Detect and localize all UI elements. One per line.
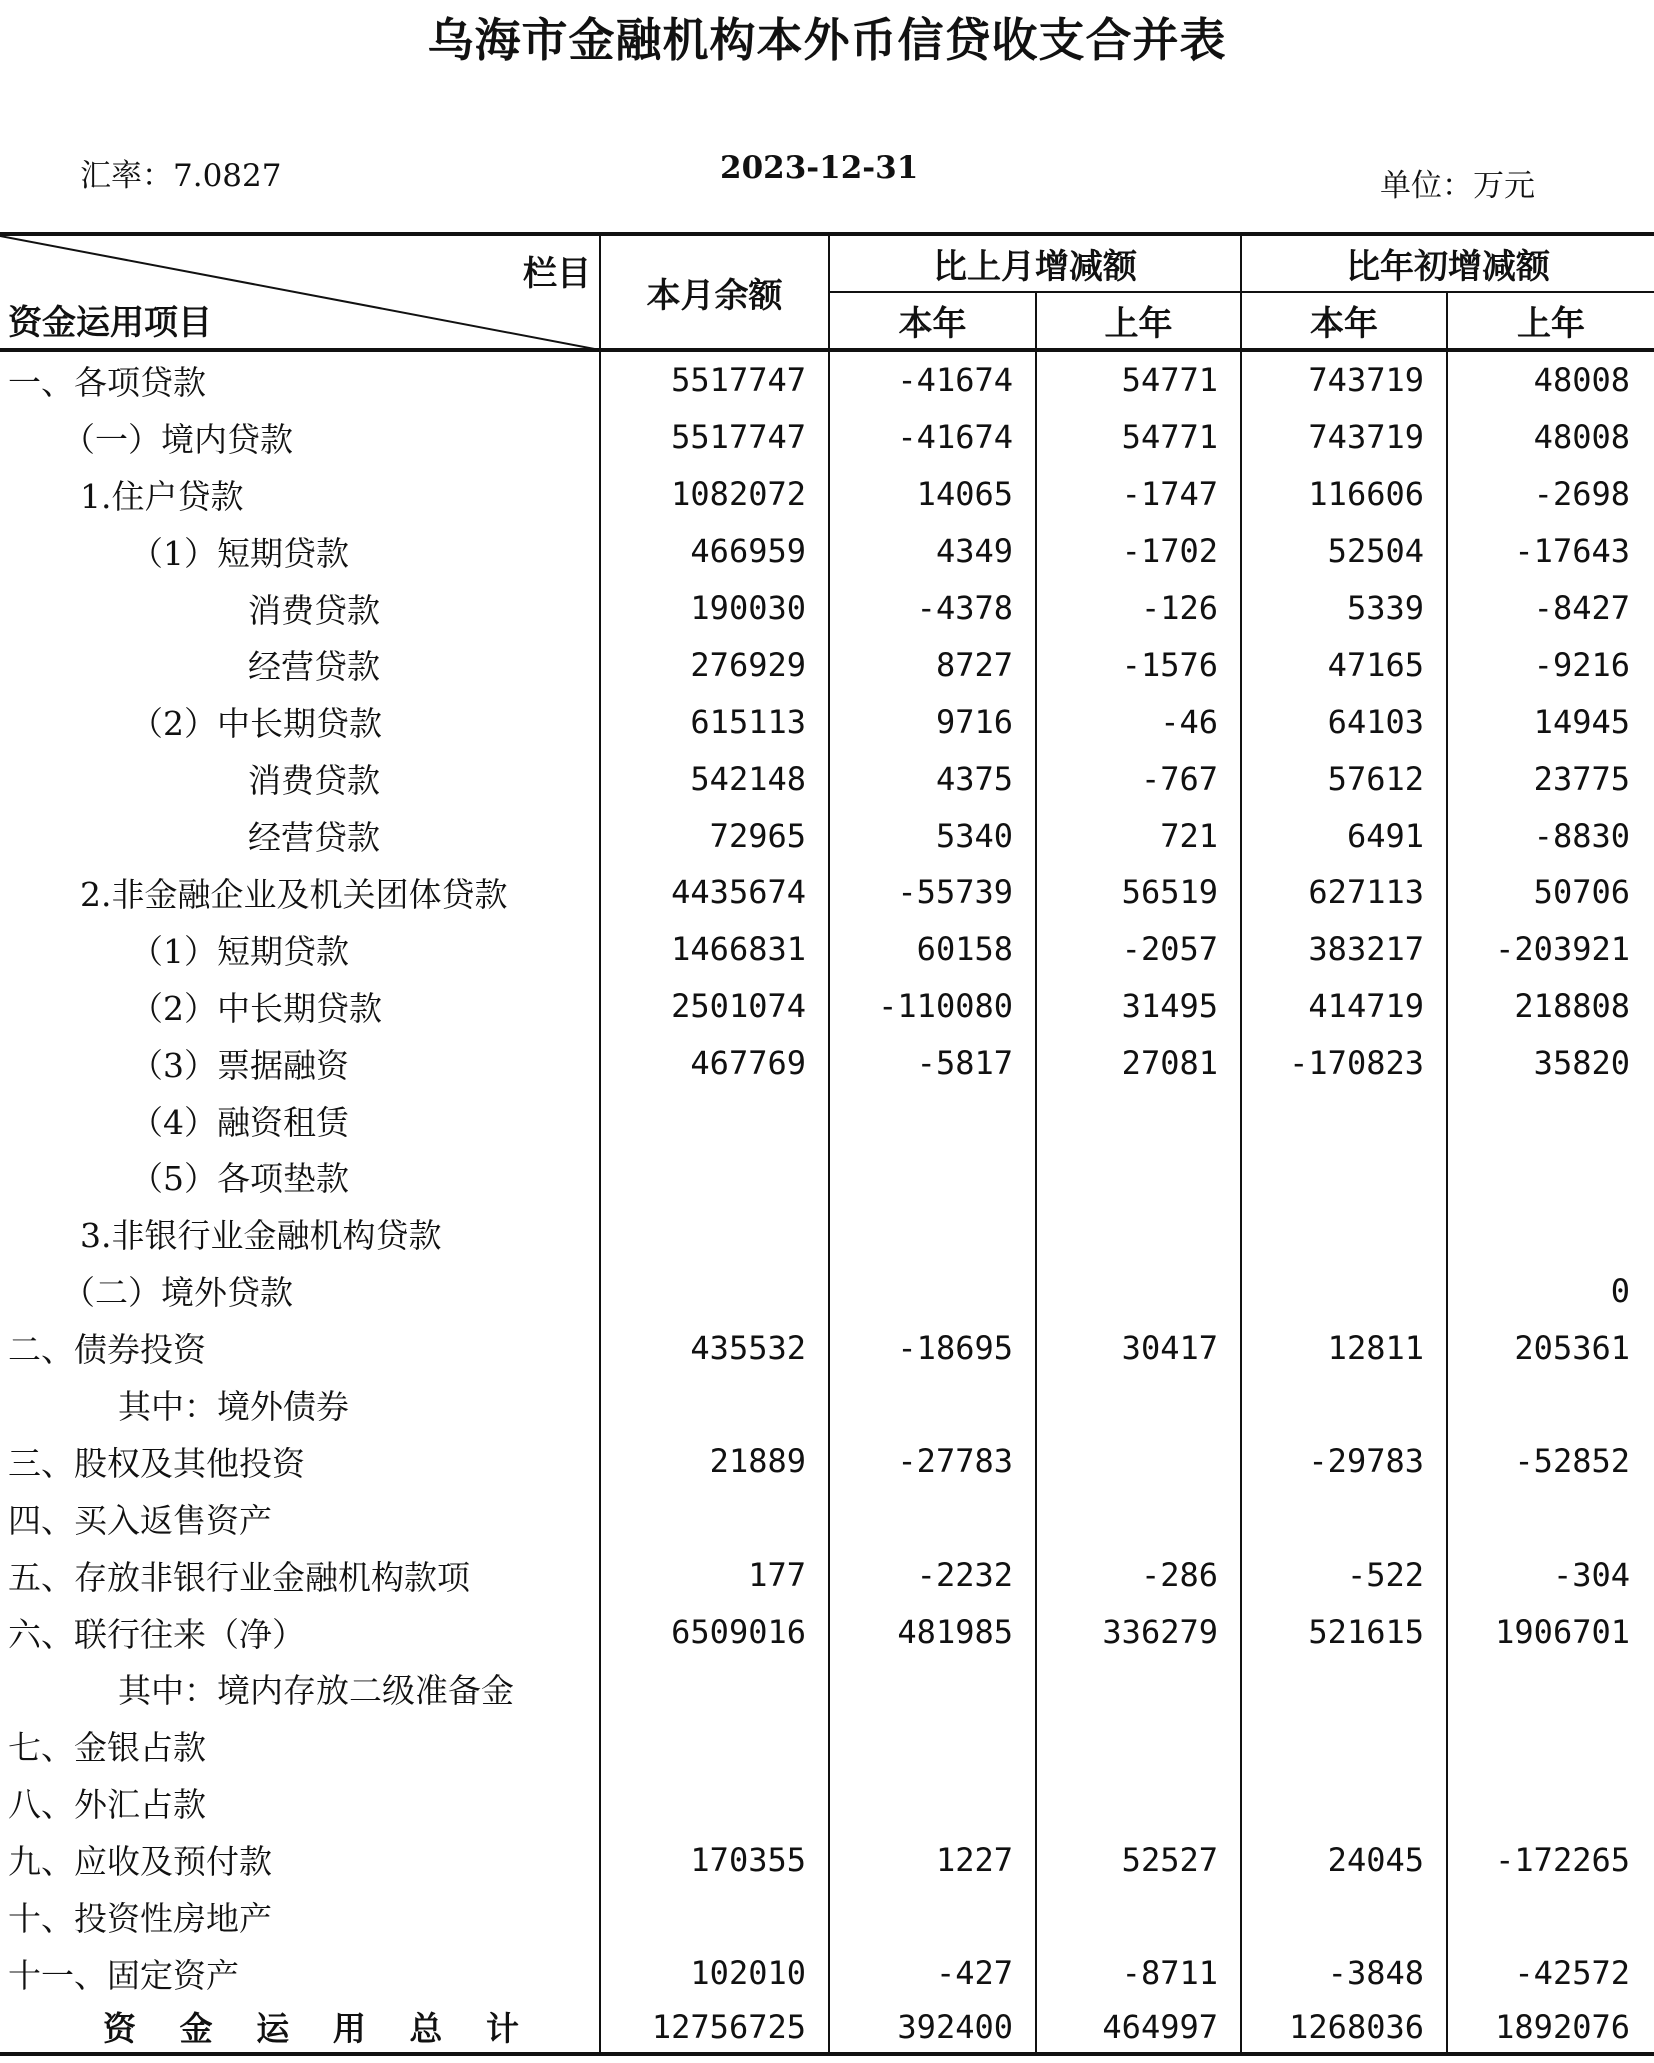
row-label: （4）融资租赁 [0,1092,600,1149]
row-label: （3）票据融资 [0,1035,600,1092]
row-value: 12811 [1241,1319,1447,1376]
table-row [0,1547,1654,1604]
row-value [600,1376,829,1433]
header-corner-bottom: 资金运用项目 [8,303,212,343]
row-value: 5517747 [600,409,829,466]
row-value [829,1774,1036,1831]
row-value: 35820 [1533,1044,1630,1083]
header-vs-year-start: 比年初增减额 [1241,234,1654,292]
total-row [0,2002,1654,2054]
row-value: -8711 [1036,1945,1241,2002]
row-value: -41674 [829,409,1036,466]
table-row [0,864,1654,921]
row-value: -427 [829,1945,1036,2002]
row-value: -126 [1036,580,1241,637]
row-value: 414719 [1241,978,1447,1035]
row-value: 31495 [1036,978,1241,1035]
row-label: （2）中长期贷款 [0,693,600,750]
table-row [0,1774,1654,1831]
row-value [600,1262,829,1319]
table-row [0,1604,1654,1661]
row-value: 54771 [1036,350,1241,409]
row-value: 4435674 [600,864,829,921]
row-value: 4375 [829,750,1036,807]
total-label-char: 运 [256,2009,290,2049]
row-value [1447,1205,1654,1262]
row-label: （2）中长期贷款 [0,978,600,1035]
row-value [1447,1092,1654,1149]
row-label: 六、联行往来（净） [0,1604,600,1661]
row-value: 21889 [600,1433,829,1490]
row-value [1241,1376,1447,1433]
row-value: 1082072 [600,466,829,523]
table-row [0,693,1654,750]
table-row [0,1319,1654,1376]
row-value: -4378 [829,580,1036,637]
row-value: 6491 [1241,807,1447,864]
row-value [1036,1262,1241,1319]
row-value: -46 [1036,693,1241,750]
row-value: -8427 [1533,589,1630,627]
row-value [1036,1774,1241,1831]
row-value: 64103 [1241,693,1447,750]
row-value [1036,1433,1241,1490]
row-value: -2698 [1533,475,1630,514]
row-label: （1）短期贷款 [0,921,600,978]
row-value: 1906701 [1495,1613,1630,1652]
row-label: （1）短期贷款 [0,523,600,580]
row-value: 52527 [1036,1831,1241,1888]
table-row [0,1262,1654,1319]
row-value [829,1490,1036,1547]
row-value [829,1148,1036,1205]
row-value [600,1148,829,1205]
row-value: -3848 [1241,1945,1447,2002]
row-value [829,1092,1036,1149]
row-value: 30417 [1036,1319,1241,1376]
row-label: 十、投资性房地产 [0,1888,600,1945]
row-value: 14065 [829,466,1036,523]
table-row [0,807,1654,864]
row-label: 其中：境内存放二级准备金 [0,1660,600,1717]
row-value: -304 [1552,1556,1630,1595]
row-value: 60158 [829,921,1036,978]
row-value: 615113 [600,693,829,750]
total-label-char: 计 [485,2009,519,2049]
row-value: 336279 [1036,1604,1241,1661]
row-value: 50706 [1533,873,1630,912]
row-value: 5340 [829,807,1036,864]
row-value: 23775 [1533,759,1630,798]
row-label: 十一、固定资产 [0,1945,600,2002]
row-value: 6509016 [600,1604,829,1661]
table-row [0,750,1654,807]
row-value: 205361 [1514,1328,1630,1367]
row-value [1447,1717,1654,1774]
row-label: 七、金银占款 [0,1717,600,1774]
row-label: 消费贷款 [0,750,600,807]
row-value: 1466831 [600,921,829,978]
row-value [1241,1262,1447,1319]
total-label-char: 用 [332,2009,366,2049]
table-row [0,1945,1654,2002]
row-value: 56519 [1036,864,1241,921]
table-row [0,1717,1654,1774]
table-row [0,1433,1654,1490]
total-value: 1268036 [1241,2002,1447,2054]
row-label: 3.非银行业金融机构贷款 [0,1205,600,1262]
table-row [0,1148,1654,1205]
row-label: （5）各项垫款 [0,1148,600,1205]
row-value: 743719 [1241,350,1447,409]
table-row [0,1660,1654,1717]
total-value: 464997 [1036,2002,1241,2054]
row-value [1036,1376,1241,1433]
row-value: 521615 [1241,1604,1447,1661]
table-row [0,409,1654,466]
row-value: -172265 [1495,1840,1630,1879]
row-value [1036,1092,1241,1149]
row-value [1447,1888,1654,1945]
row-value: -110080 [829,978,1036,1035]
row-label: 九、应收及预付款 [0,1831,600,1888]
table-row [0,921,1654,978]
row-value [1241,1148,1447,1205]
credit-table [0,232,1654,2056]
table-row [0,1205,1654,1262]
row-label: （一）境内贷款 [0,409,600,466]
row-value [829,1262,1036,1319]
row-value: 276929 [600,636,829,693]
row-value [1241,1490,1447,1547]
row-value: 383217 [1241,921,1447,978]
row-value [1241,1774,1447,1831]
table-row [0,978,1654,1035]
total-value: 392400 [829,2002,1036,2054]
row-value [1241,1205,1447,1262]
row-label: 消费贷款 [0,580,600,637]
row-value [1036,1148,1241,1205]
row-value: 627113 [1241,864,1447,921]
table-row [0,580,1654,637]
row-value [1447,1376,1654,1433]
row-value [829,1717,1036,1774]
row-value [600,1888,829,1945]
row-label: 三、股权及其他投资 [0,1433,600,1490]
row-value: 47165 [1241,636,1447,693]
table-row [0,636,1654,693]
row-value: -18695 [829,1319,1036,1376]
row-value [829,1888,1036,1945]
row-value [600,1092,829,1149]
row-label: 经营贷款 [0,636,600,693]
row-value: 5517747 [600,350,829,409]
row-value: 48008 [1533,418,1630,457]
row-value: -8830 [1533,816,1630,855]
row-value [600,1205,829,1262]
row-value [600,1774,829,1831]
table-row [0,1092,1654,1149]
row-value: 481985 [829,1604,1036,1661]
row-value: 542148 [600,750,829,807]
row-value: -286 [1036,1547,1241,1604]
row-value: -2232 [829,1547,1036,1604]
row-value: -170823 [1241,1035,1447,1092]
row-value: -1702 [1036,523,1241,580]
row-value: -9216 [1533,645,1630,684]
row-value: 177 [600,1547,829,1604]
row-value: 218808 [1514,987,1630,1026]
row-value: -1747 [1036,466,1241,523]
header-corner-top: 栏目 [523,254,591,294]
row-value: 2501074 [600,978,829,1035]
row-value: -5817 [829,1035,1036,1092]
row-value [600,1490,829,1547]
row-value: -203921 [1495,930,1630,969]
row-value: 57612 [1241,750,1447,807]
total-label-char: 总 [409,2009,443,2049]
row-value [1036,1490,1241,1547]
row-value: -29783 [1241,1433,1447,1490]
row-value: 24045 [1241,1831,1447,1888]
header-corner [0,234,600,350]
row-label: 1.住户贷款 [0,466,600,523]
row-value: 48008 [1533,361,1630,400]
row-label: 二、债券投资 [0,1319,600,1376]
row-value [1241,1660,1447,1717]
row-value [1447,1490,1654,1547]
row-value: -767 [1036,750,1241,807]
row-value [1241,1092,1447,1149]
total-label [0,2002,600,2054]
row-label: 经营贷款 [0,807,600,864]
total-value: 12756725 [600,2002,829,2054]
header-vs-last-month: 比上月增减额 [829,234,1241,292]
table-row [0,1376,1654,1433]
row-value: -42572 [1514,1954,1630,1993]
row-value [829,1660,1036,1717]
row-label: 八、外汇占款 [0,1774,600,1831]
total-label-char: 金 [179,2009,213,2049]
page-title: 乌海市金融机构本外币信贷收支合并表 [427,13,1227,67]
row-value: 0 [1610,1271,1630,1310]
table-row [0,350,1654,409]
row-value [600,1660,829,1717]
row-value: 4349 [829,523,1036,580]
row-value: 9716 [829,693,1036,750]
row-value: 5339 [1241,580,1447,637]
table-row [0,1888,1654,1945]
total-label-char: 资 [103,2009,136,2049]
row-value: 8727 [829,636,1036,693]
row-value: 54771 [1036,409,1241,466]
row-value [1241,1888,1447,1945]
table-row [0,523,1654,580]
row-label: （二）境外贷款 [0,1262,600,1319]
row-value [829,1376,1036,1433]
row-value [1447,1148,1654,1205]
report-date: 2023-12-31 [720,150,919,186]
row-value [1036,1888,1241,1945]
row-label: 2.非金融企业及机关团体贷款 [0,864,600,921]
table-row [0,466,1654,523]
row-label: 其中：境外债券 [0,1376,600,1433]
row-value: -41674 [829,350,1036,409]
row-value: 743719 [1241,409,1447,466]
row-value: 52504 [1241,523,1447,580]
exchange-rate: 汇率：7.0827 [80,158,282,194]
table-body [0,350,1654,2054]
row-label: 一、各项贷款 [0,350,600,409]
row-value [1036,1205,1241,1262]
table-row [0,1490,1654,1547]
row-value: -2057 [1036,921,1241,978]
row-value: -27783 [829,1433,1036,1490]
row-value: -52852 [1514,1442,1630,1481]
row-value: -522 [1241,1547,1447,1604]
row-value: 435532 [600,1319,829,1376]
row-value: 1227 [829,1831,1036,1888]
table-row [0,1831,1654,1888]
row-value: 72965 [600,807,829,864]
row-value: 467769 [600,1035,829,1092]
row-value [1447,1660,1654,1717]
header-this-year: 本年 [1241,292,1447,350]
row-value [1447,1774,1654,1831]
row-value [600,1717,829,1774]
row-value [1036,1717,1241,1774]
header-last-year: 上年 [1036,292,1241,350]
header-last-year: 上年 [1447,292,1654,350]
row-value: 170355 [600,1831,829,1888]
row-value: 14945 [1533,702,1630,741]
row-value [1241,1717,1447,1774]
row-value: 721 [1036,807,1241,864]
row-value [829,1205,1036,1262]
header-this-year: 本年 [829,292,1036,350]
row-label: 五、存放非银行业金融机构款项 [0,1547,600,1604]
row-value: 27081 [1036,1035,1241,1092]
row-value: 102010 [600,1945,829,2002]
row-value: -55739 [829,864,1036,921]
row-value: -1576 [1036,636,1241,693]
table-row [0,1035,1654,1092]
row-value: 190030 [600,580,829,637]
header-balance: 本月余额 [600,234,829,350]
row-value: 466959 [600,523,829,580]
row-value: -17643 [1514,532,1630,571]
row-value: 116606 [1241,466,1447,523]
row-value [1036,1660,1241,1717]
total-value: 1892076 [1447,2002,1654,2054]
unit-label: 单位：万元 [1380,168,1535,204]
row-label: 四、买入返售资产 [0,1490,600,1547]
